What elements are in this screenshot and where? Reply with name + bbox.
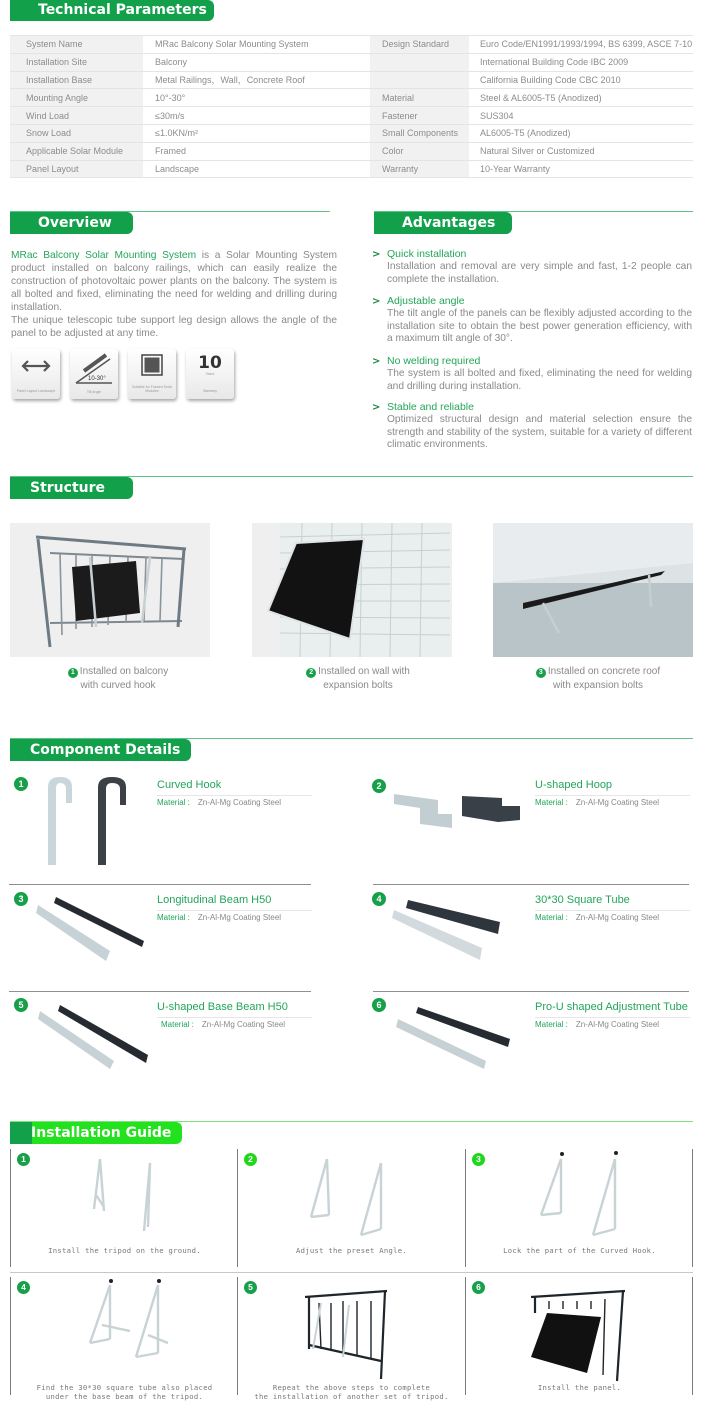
param-value: Framed	[143, 142, 370, 160]
step-caption: Adjust the preset Angle.	[295, 1246, 408, 1255]
advantages-header: Advantages	[374, 212, 512, 234]
wall-install-image	[252, 523, 452, 657]
component-title: Curved Hook	[157, 779, 312, 796]
step-caption: Lock the part of the Curved Hook.	[503, 1246, 656, 1255]
param-value: Steel & AL6005-T5 (Anodized)	[469, 89, 693, 107]
tile-panel-layout	[12, 349, 60, 399]
number-badge: 2	[372, 779, 386, 793]
table-row	[10, 160, 693, 178]
component-material: Material : Zn-Al-Mg Coating Steel	[161, 1020, 286, 1029]
component-title: U-shaped Base Beam H50	[157, 1001, 312, 1018]
number-badge: 6	[372, 998, 386, 1012]
advantage-desc: The system is all bolted and fixed, eliminating the need for welding and drilling during installation.	[387, 368, 692, 392]
divider	[373, 884, 689, 885]
number-badge: 4	[17, 1281, 30, 1294]
tile-warranty	[186, 349, 234, 399]
param-key: System Name	[10, 36, 143, 54]
warranty-icon: 10	[198, 353, 222, 373]
install-step-6	[465, 1277, 694, 1403]
advantage-title: > Stable and reliable	[372, 401, 692, 414]
advantage-title: > Adjustable angle	[372, 295, 692, 308]
component-material: Material : Zn-Al-Mg Coating Steel	[157, 913, 282, 922]
component-title: 30*30 Square Tube	[535, 894, 690, 911]
param-value: Euro Code/EN1991/1993/1994, BS 6399, ASCE 7-10	[469, 36, 693, 54]
structure-caption: 2 Installed on wall with expansion bolts	[258, 665, 458, 693]
square-tube-image	[392, 898, 507, 963]
tech-params-header: Technical Parameters	[10, 0, 214, 21]
component-title: U-shaped Hoop	[535, 779, 690, 796]
number-badge: 4	[372, 892, 386, 906]
param-value: AL6005-T5 (Anodized)	[469, 124, 693, 142]
component-material: Material : Zn-Al-Mg Coating Steel	[535, 913, 660, 922]
tile-tilt-angle	[70, 349, 118, 399]
param-key: Color	[370, 142, 469, 160]
number-badge: 5	[244, 1281, 257, 1294]
advantage-item	[372, 401, 692, 452]
number-badge: 2	[244, 1153, 257, 1166]
component-title: Longitudinal Beam H50	[157, 894, 312, 911]
divider	[9, 884, 311, 885]
param-key: Installation Base	[10, 71, 143, 89]
param-value: California Building Code CBC 2010	[469, 71, 693, 89]
balcony-install-image	[10, 523, 210, 657]
installation-guide-header: Installation Guide	[10, 1122, 182, 1144]
param-key: Small Components	[370, 124, 469, 142]
table-row	[10, 71, 693, 89]
param-key: Warranty	[370, 160, 469, 178]
param-key: Installation Site	[10, 53, 143, 71]
overview-text	[11, 249, 337, 340]
overview-header: Overview	[10, 212, 133, 234]
tripod-with-tube-image	[80, 1277, 180, 1367]
param-value: Balcony	[143, 53, 370, 71]
param-value: MRac Balcony Solar Mounting System	[143, 36, 370, 54]
component-material: Material : Zn-Al-Mg Coating Steel	[157, 798, 282, 807]
table-row	[10, 53, 693, 71]
step-caption: Find the 30*30 square tube also placed under the base beam of the tripod.	[36, 1383, 213, 1401]
curved-hook-image	[36, 775, 136, 870]
param-value: 10°-30°	[143, 89, 370, 107]
install-step-4	[10, 1277, 239, 1403]
structure-caption: 3 Installed on concrete roof with expansion bolts	[498, 665, 698, 693]
param-key: Mounting Angle	[10, 89, 143, 107]
table-row	[10, 107, 693, 125]
roof-install-image	[493, 523, 693, 657]
svg-text:10-30°: 10-30°	[88, 376, 106, 382]
table-row	[10, 36, 693, 54]
product-name: MRac Balcony Solar Mounting System	[11, 250, 197, 261]
component-material: Material : Zn-Al-Mg Coating Steel	[535, 798, 660, 807]
longitudinal-beam-image	[34, 895, 149, 965]
param-key: Fastener	[370, 107, 469, 125]
advantage-item	[372, 295, 692, 346]
tripod-image	[305, 1155, 405, 1239]
number-badge: 6	[472, 1281, 485, 1294]
tech-params-table	[10, 35, 693, 178]
install-step-3	[465, 1149, 694, 1275]
tripod-with-hook-image	[535, 1149, 635, 1239]
param-key	[370, 71, 469, 89]
param-value: Natural Silver or Customized	[469, 142, 693, 160]
param-value: International Building Code IBC 2009	[469, 53, 693, 71]
framed-module-icon	[128, 349, 176, 381]
structure-header: Structure	[10, 477, 133, 499]
tripod-image	[90, 1155, 170, 1235]
number-badge: 5	[14, 998, 28, 1012]
param-key: Panel Layout	[10, 160, 143, 178]
param-value: Landscape	[143, 160, 370, 178]
component-details-header: Component Details	[10, 739, 191, 761]
param-key: Design Standard	[370, 36, 469, 54]
number-badge: 3	[14, 892, 28, 906]
param-value: SUS304	[469, 107, 693, 125]
param-key	[370, 53, 469, 71]
table-row	[10, 124, 693, 142]
param-value: ≤1.0KN/m²	[143, 124, 370, 142]
param-value: Metal Railings，Wall，Concrete Roof	[143, 71, 370, 89]
feature-tiles	[12, 349, 234, 399]
tile-caption: Warranty	[202, 389, 218, 393]
install-step-1	[10, 1149, 239, 1275]
tile-framed-module	[128, 349, 176, 399]
balcony-tripods-image	[303, 1289, 393, 1379]
divider	[9, 991, 311, 992]
install-step-5	[237, 1277, 466, 1403]
divider	[373, 991, 689, 992]
advantage-title: > No welding required	[372, 355, 692, 368]
adjustment-tube-image	[396, 1005, 516, 1070]
advantage-desc: The tilt angle of the panels can be flexibly adjusted according to the installation site to obtain the best power generation efficiency, with a maximum tilt angle of 30°.	[387, 308, 692, 344]
panel-installed-image	[529, 1289, 629, 1384]
u-shaped-hoop-image	[390, 790, 525, 830]
advantage-desc: Installation and removal are very simple and fast, 1-2 people can complete the installation.	[387, 261, 692, 285]
param-key: Applicable Solar Module	[10, 142, 143, 160]
tilt-angle-icon	[70, 349, 118, 387]
number-badge: 1	[14, 777, 28, 791]
param-key: Wind Load	[10, 107, 143, 125]
number-badge: 1	[17, 1153, 30, 1166]
step-caption: Install the tripod on the ground.	[48, 1246, 201, 1255]
number-badge: 1	[68, 668, 78, 678]
overview-paragraph: is a Solar Mounting System product installed on balcony railings, which can easily realize the construction of photovoltaic power plants on the balcony. The system is all bolted and fixed, eliminating the need for welding and drilling during installation.	[11, 250, 337, 313]
param-key: Snow Load	[10, 124, 143, 142]
overview-paragraph: The unique telescopic tube support leg design allows the angle of the panel to be adjusted at any time.	[11, 315, 337, 339]
param-value: 10-Year Warranty	[469, 160, 693, 178]
advantage-title: > Quick installation	[372, 248, 692, 261]
number-badge: 2	[306, 668, 316, 678]
tile-sub: Years	[205, 372, 215, 376]
number-badge: 3	[536, 668, 546, 678]
tile-caption: Suitable for Framed Solar Modules	[132, 385, 172, 393]
structure-caption: 1 Installed on balcony with curved hook	[18, 665, 218, 693]
component-material: Material : Zn-Al-Mg Coating Steel	[535, 1020, 660, 1029]
advantage-item	[372, 355, 692, 393]
base-beam-image	[38, 1003, 153, 1071]
step-caption: Repeat the above steps to complete the installation of another set of tripod.	[254, 1383, 449, 1401]
tile-caption: Tilt Angle	[86, 390, 102, 394]
table-row	[10, 142, 693, 160]
table-row	[10, 89, 693, 107]
double-arrow-icon	[12, 349, 60, 379]
number-badge: 3	[472, 1153, 485, 1166]
param-key: Material	[370, 89, 469, 107]
component-title: Pro-U shaped Adjustment Tube	[535, 1001, 690, 1018]
install-step-2	[237, 1149, 466, 1275]
param-value: ≤30m/s	[143, 107, 370, 125]
advantage-desc: Optimized structural design and material selection ensure the strength and stability of the system, suitable for a variety of different climatic environments.	[387, 414, 692, 450]
step-caption: Install the panel.	[537, 1383, 622, 1392]
tile-caption: Panel Layout Landscape	[16, 389, 56, 393]
advantage-item	[372, 248, 692, 286]
